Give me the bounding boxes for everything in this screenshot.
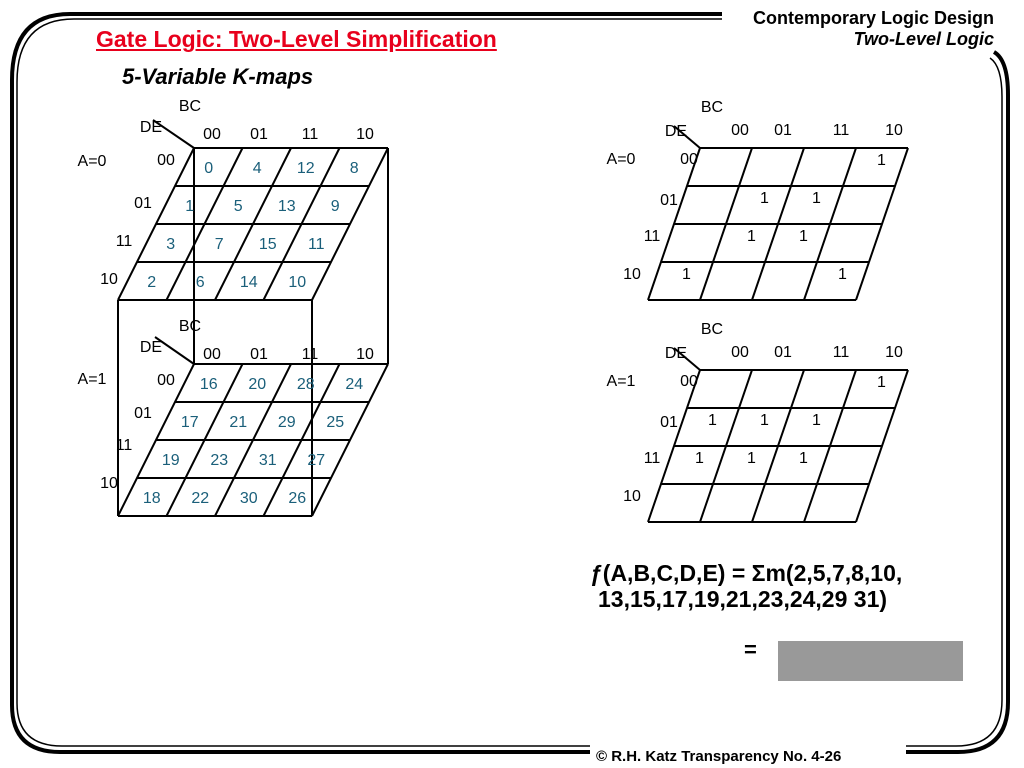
a1-label: A=1 [606, 373, 636, 390]
cube-cell-number: 18 [142, 490, 161, 507]
slide-title: Gate Logic: Two-Level Simplification [96, 26, 497, 52]
slide-subtitle: 5-Variable K-maps [122, 64, 314, 89]
col-code-label: 11 [832, 344, 850, 361]
cube-cell-number: 26 [288, 490, 307, 507]
kmap-one-entry: 1 [695, 450, 704, 467]
row-code-label: 00 [157, 152, 175, 169]
cube-cell-number: 23 [210, 452, 229, 469]
row-code-label: 00 [680, 373, 698, 390]
cube-cell-number: 13 [277, 198, 296, 215]
de-label: DE [664, 123, 688, 140]
footer-credit: © R.H. Katz Transparency No. 4-26 [596, 748, 842, 765]
col-code-label: 01 [774, 344, 792, 361]
cube-cell-number: 5 [233, 198, 243, 215]
kmap-one-entry: 1 [799, 228, 808, 245]
row-code-label: 11 [115, 233, 133, 250]
kmap-one-entry: 1 [799, 450, 808, 467]
col-code-label: 10 [885, 344, 903, 361]
kmap-one-entry: 1 [708, 412, 717, 429]
kmap-one-entry: 1 [747, 228, 756, 245]
kmap-one-entry: 1 [760, 412, 769, 429]
bc-label: BC [700, 321, 724, 338]
cube-cell-number: 24 [345, 376, 364, 393]
col-code-label: 00 [203, 346, 221, 363]
cube-cell-number: 19 [161, 452, 180, 469]
col-code-label: 00 [731, 122, 749, 139]
row-code-label: 01 [134, 405, 152, 422]
row-code-label: 01 [134, 195, 152, 212]
row-code-label: 10 [623, 488, 641, 505]
de-label: DE [139, 339, 163, 356]
cube-cell-number: 25 [326, 414, 345, 431]
cube-cell-number: 17 [180, 414, 199, 431]
cube-cell-number: 14 [239, 274, 258, 291]
col-code-label: 10 [885, 122, 903, 139]
col-code-label: 00 [203, 126, 221, 143]
answer-box [778, 641, 963, 681]
kmap-one-entry: 1 [877, 152, 886, 169]
cube-cell-number: 10 [288, 274, 307, 291]
cube-cell-number: 27 [307, 452, 326, 469]
book-title: Contemporary Logic Design [752, 8, 994, 28]
formula-line-1: ƒ(A,B,C,D,E) = Σm(2,5,7,8,10, [590, 560, 903, 586]
de-label: DE [139, 119, 163, 136]
col-code-label: 10 [356, 126, 374, 143]
cube-cell-number: 16 [199, 376, 218, 393]
chapter-title: Two-Level Logic [853, 29, 994, 49]
cube-cell-number: 20 [248, 376, 267, 393]
function-formula [590, 560, 902, 612]
row-code-label: 00 [680, 151, 698, 168]
a1-label: A=1 [77, 371, 107, 388]
cube-cell-number: 29 [277, 414, 296, 431]
row-code-label: 10 [100, 475, 118, 492]
cube-cell-number: 2 [147, 274, 157, 291]
cube-cell-number: 22 [191, 490, 210, 507]
cube-cell-number: 6 [195, 274, 205, 291]
kmap-one-entry: 1 [682, 266, 691, 283]
bc-label: BC [178, 98, 202, 115]
row-code-label: 00 [157, 372, 175, 389]
row-code-label: 11 [643, 450, 661, 467]
col-code-label: 01 [774, 122, 792, 139]
cube-cell-number: 31 [258, 452, 277, 469]
cube-cell-number: 9 [330, 198, 340, 215]
bc-label: BC [700, 99, 724, 116]
kmap-one-entry: 1 [812, 190, 821, 207]
row-code-label: 10 [623, 266, 641, 283]
cube-cell-number: 11 [307, 236, 325, 253]
kmap-one-entry: 1 [812, 412, 821, 429]
formula-line-2: 13,15,17,19,21,23,24,29 31) [598, 586, 888, 612]
col-code-label: 00 [731, 344, 749, 361]
col-code-label: 01 [250, 346, 268, 363]
equals-sign: = [744, 637, 757, 662]
kmap-one-entry: 1 [747, 450, 756, 467]
cube-cell-number: 7 [214, 236, 224, 253]
a0-label: A=0 [606, 151, 636, 168]
kmap-one-entry: 1 [838, 266, 847, 283]
a0-label: A=0 [77, 153, 107, 170]
row-code-label: 11 [643, 228, 661, 245]
row-code-label: 11 [115, 437, 133, 454]
cube-cell-number: 0 [204, 160, 214, 177]
de-label: DE [664, 345, 688, 362]
row-code-label: 01 [660, 414, 678, 431]
cube-cell-number: 28 [296, 376, 315, 393]
row-code-label: 01 [660, 192, 678, 209]
kmap-one-entry: 1 [760, 190, 769, 207]
col-code-label: 10 [356, 346, 374, 363]
bc-label: BC [178, 318, 202, 335]
cube-cell-number: 30 [239, 490, 258, 507]
cube-cell-number: 3 [166, 236, 176, 253]
cube-cell-number: 4 [252, 160, 262, 177]
kmap-one-entry: 1 [877, 374, 886, 391]
col-code-label: 11 [301, 346, 319, 363]
cube-cell-number: 21 [229, 414, 248, 431]
cube-cell-number: 1 [185, 198, 195, 215]
cube-cell-number: 12 [296, 160, 315, 177]
col-code-label: 11 [832, 122, 850, 139]
cube-cell-number: 8 [349, 160, 359, 177]
cube-cell-number: 15 [258, 236, 277, 253]
col-code-label: 11 [301, 126, 319, 143]
row-code-label: 10 [100, 271, 118, 288]
col-code-label: 01 [250, 126, 268, 143]
